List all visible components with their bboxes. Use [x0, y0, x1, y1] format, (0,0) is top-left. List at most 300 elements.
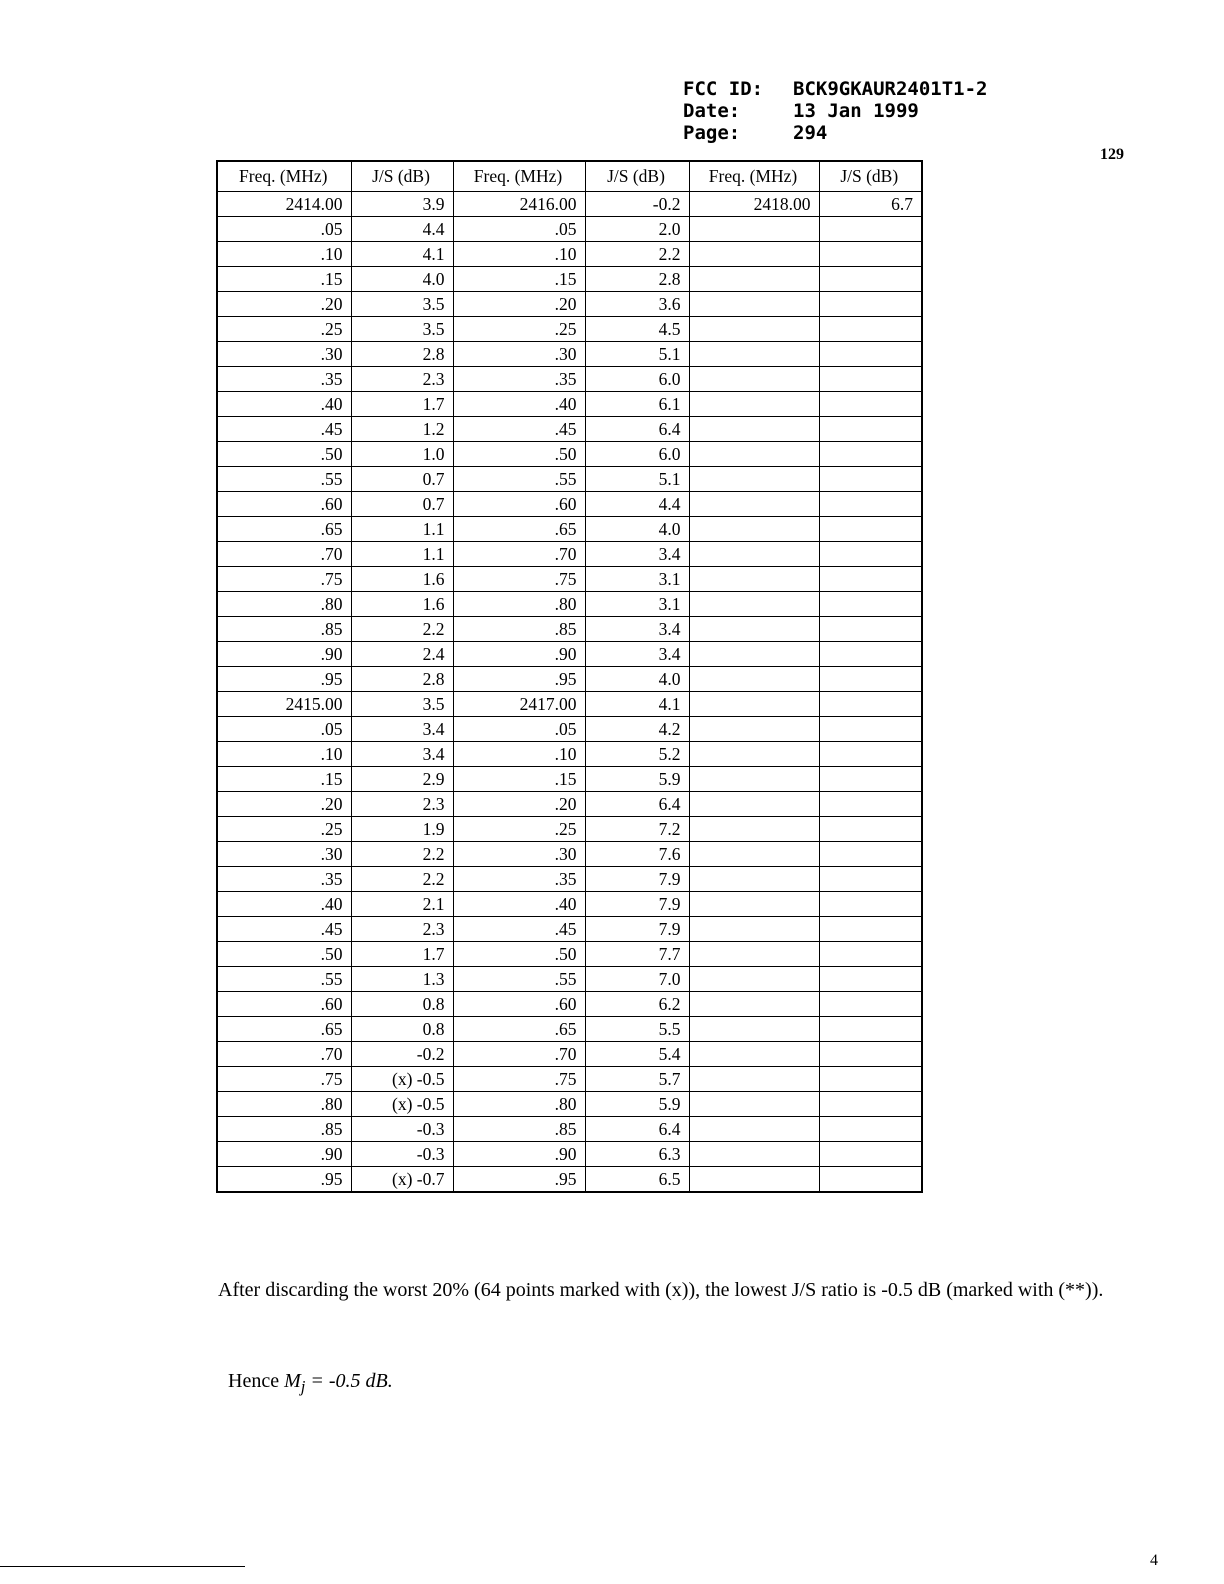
table-row: [217, 1166, 922, 1192]
js-cell: 0.7: [351, 466, 453, 491]
freq-cell: .05: [217, 716, 351, 741]
js-cell: [819, 791, 922, 816]
fcc-id-label: FCC ID:: [683, 78, 764, 100]
freq-cell: .70: [217, 541, 351, 566]
date-label: Date:: [683, 100, 741, 122]
column-header: Freq. (MHz): [217, 161, 351, 191]
js-cell: 2.2: [585, 241, 689, 266]
freq-cell: [689, 216, 819, 241]
table-row: [217, 791, 922, 816]
freq-cell: [689, 791, 819, 816]
footnote-text: After discarding the worst 20% (64 points marked with (x)), the lowest J/S ratio is -0.5 dB (marked with (**)).: [218, 1279, 1104, 1301]
table-row: [217, 291, 922, 316]
freq-cell: [689, 916, 819, 941]
freq-cell: [689, 491, 819, 516]
js-cell: [819, 266, 922, 291]
table-row: [217, 516, 922, 541]
freq-cell: .40: [453, 891, 585, 916]
js-cell: 1.6: [351, 566, 453, 591]
freq-cell: .90: [217, 1141, 351, 1166]
freq-cell: .75: [217, 566, 351, 591]
freq-cell: [689, 1016, 819, 1041]
freq-cell: .40: [453, 391, 585, 416]
js-cell: 7.9: [585, 866, 689, 891]
freq-cell: 2414.00: [217, 191, 351, 216]
freq-cell: 2415.00: [217, 691, 351, 716]
js-cell: 7.9: [585, 916, 689, 941]
page-value: 294: [793, 122, 828, 144]
js-cell: [819, 641, 922, 666]
freq-cell: [689, 941, 819, 966]
freq-cell: 2418.00: [689, 191, 819, 216]
freq-cell: [689, 716, 819, 741]
freq-cell: .10: [217, 741, 351, 766]
js-cell: 6.1: [585, 391, 689, 416]
js-cell: 2.2: [351, 866, 453, 891]
freq-cell: [689, 441, 819, 466]
freq-cell: .60: [453, 991, 585, 1016]
column-header: J/S (dB): [819, 161, 922, 191]
js-cell: 2.3: [351, 916, 453, 941]
freq-cell: .65: [453, 1016, 585, 1041]
table-row: [217, 1141, 922, 1166]
freq-cell: .55: [453, 966, 585, 991]
table-row: [217, 641, 922, 666]
js-cell: 7.7: [585, 941, 689, 966]
freq-cell: .85: [453, 616, 585, 641]
js-cell: 3.4: [585, 641, 689, 666]
table-row: [217, 316, 922, 341]
freq-cell: .25: [453, 816, 585, 841]
js-cell: [819, 491, 922, 516]
freq-cell: .25: [217, 316, 351, 341]
js-cell: 3.5: [351, 691, 453, 716]
js-cell: 1.1: [351, 541, 453, 566]
js-cell: 5.4: [585, 1041, 689, 1066]
freq-cell: .15: [217, 766, 351, 791]
freq-cell: [689, 516, 819, 541]
table-row: [217, 691, 922, 716]
freq-cell: .10: [453, 741, 585, 766]
js-cell: [819, 991, 922, 1016]
js-cell: 5.9: [585, 766, 689, 791]
table-row: [217, 216, 922, 241]
freq-cell: .30: [453, 841, 585, 866]
freq-cell: [689, 741, 819, 766]
page-mark: 4: [1150, 1552, 1158, 1569]
fcc-id-row: [683, 78, 987, 100]
freq-cell: [689, 891, 819, 916]
js-cell: [819, 541, 922, 566]
js-cell: [819, 1066, 922, 1091]
js-cell: 1.9: [351, 816, 453, 841]
freq-cell: [689, 416, 819, 441]
column-header: J/S (dB): [585, 161, 689, 191]
js-cell: 5.5: [585, 1016, 689, 1041]
table-row: [217, 566, 922, 591]
freq-cell: [689, 1116, 819, 1141]
freq-cell: [689, 766, 819, 791]
page-label: Page:: [683, 122, 741, 144]
js-cell: 6.7: [819, 191, 922, 216]
freq-cell: [689, 966, 819, 991]
freq-cell: [689, 1091, 819, 1116]
js-cell: 2.9: [351, 766, 453, 791]
freq-cell: .85: [217, 1116, 351, 1141]
freq-cell: .15: [217, 266, 351, 291]
js-cell: (x) -0.5: [351, 1066, 453, 1091]
table-row: [217, 1116, 922, 1141]
js-cell: 6.0: [585, 366, 689, 391]
freq-cell: [689, 1141, 819, 1166]
js-cell: [819, 416, 922, 441]
freq-cell: .55: [453, 466, 585, 491]
js-cell: [819, 1016, 922, 1041]
date-row: [683, 100, 987, 122]
freq-cell: .55: [217, 966, 351, 991]
freq-cell: .30: [217, 341, 351, 366]
freq-cell: .70: [217, 1041, 351, 1066]
js-cell: 7.0: [585, 966, 689, 991]
freq-cell: .90: [453, 1141, 585, 1166]
freq-cell: [689, 366, 819, 391]
freq-cell: .95: [217, 666, 351, 691]
table-row: [217, 866, 922, 891]
js-cell: 3.6: [585, 291, 689, 316]
page-row: [683, 122, 987, 144]
freq-cell: [689, 591, 819, 616]
freq-cell: .10: [217, 241, 351, 266]
freq-cell: .20: [453, 291, 585, 316]
freq-cell: .40: [217, 891, 351, 916]
js-cell: 2.8: [585, 266, 689, 291]
freq-cell: .80: [453, 591, 585, 616]
js-cell: 2.0: [585, 216, 689, 241]
freq-cell: .75: [217, 1066, 351, 1091]
column-header: Freq. (MHz): [689, 161, 819, 191]
freq-cell: [689, 691, 819, 716]
table-row: [217, 491, 922, 516]
freq-cell: .55: [217, 466, 351, 491]
js-cell: [819, 591, 922, 616]
js-cell: [819, 966, 922, 991]
js-cell: 0.8: [351, 1016, 453, 1041]
freq-cell: .95: [453, 1166, 585, 1192]
freq-cell: .05: [453, 716, 585, 741]
js-cell: 2.3: [351, 791, 453, 816]
js-cell: (x) -0.7: [351, 1166, 453, 1192]
hence-symbol: M: [284, 1370, 301, 1392]
js-cell: -0.3: [351, 1141, 453, 1166]
js-cell: -0.2: [585, 191, 689, 216]
freq-cell: .20: [217, 791, 351, 816]
freq-cell: .15: [453, 766, 585, 791]
js-cell: 4.0: [585, 516, 689, 541]
js-cell: 4.0: [585, 666, 689, 691]
freq-cell: .70: [453, 1041, 585, 1066]
js-cell: 6.0: [585, 441, 689, 466]
table-row: [217, 741, 922, 766]
js-cell: 1.0: [351, 441, 453, 466]
freq-cell: .05: [217, 216, 351, 241]
freq-cell: [689, 266, 819, 291]
js-cell: 1.6: [351, 591, 453, 616]
js-cell: 0.7: [351, 491, 453, 516]
table-row: [217, 266, 922, 291]
js-cell: [819, 516, 922, 541]
freq-cell: .45: [453, 916, 585, 941]
freq-cell: [689, 841, 819, 866]
freq-cell: .45: [217, 416, 351, 441]
js-cell: 7.2: [585, 816, 689, 841]
js-cell: 7.6: [585, 841, 689, 866]
table-row: [217, 841, 922, 866]
freq-cell: [689, 641, 819, 666]
freq-cell: .45: [453, 416, 585, 441]
table-row: [217, 591, 922, 616]
js-cell: [819, 916, 922, 941]
freq-cell: [689, 1041, 819, 1066]
js-cell: 6.2: [585, 991, 689, 1016]
js-cell: 3.5: [351, 291, 453, 316]
freq-cell: .25: [217, 816, 351, 841]
js-cell: 7.9: [585, 891, 689, 916]
table-row: [217, 341, 922, 366]
js-cell: [819, 816, 922, 841]
js-cell: [819, 1141, 922, 1166]
freq-cell: .15: [453, 266, 585, 291]
table-row: [217, 191, 922, 216]
freq-cell: .20: [453, 791, 585, 816]
js-cell: [819, 766, 922, 791]
js-cell: 3.5: [351, 316, 453, 341]
js-cell: 1.2: [351, 416, 453, 441]
js-cell: [819, 941, 922, 966]
table-row: [217, 1041, 922, 1066]
freq-cell: [689, 866, 819, 891]
column-header: J/S (dB): [351, 161, 453, 191]
table-row: [217, 1016, 922, 1041]
freq-cell: [689, 391, 819, 416]
js-cell: 4.1: [351, 241, 453, 266]
js-cell: [819, 566, 922, 591]
js-cell: [819, 716, 922, 741]
js-cell: [819, 1091, 922, 1116]
corner-note: 129: [1100, 146, 1124, 163]
js-cell: 2.1: [351, 891, 453, 916]
freq-cell: 2417.00: [453, 691, 585, 716]
freq-cell: [689, 241, 819, 266]
freq-cell: .95: [453, 666, 585, 691]
freq-cell: .60: [217, 991, 351, 1016]
hence-line: [228, 1370, 393, 1397]
freq-cell: .80: [453, 1091, 585, 1116]
js-cell: 3.1: [585, 566, 689, 591]
table-body: [217, 191, 922, 1192]
table-row: [217, 391, 922, 416]
js-cell: 2.2: [351, 841, 453, 866]
freq-cell: .85: [453, 1116, 585, 1141]
freq-cell: [689, 616, 819, 641]
js-cell: 1.7: [351, 941, 453, 966]
freq-cell: .70: [453, 541, 585, 566]
freq-cell: [689, 1066, 819, 1091]
js-cell: 2.8: [351, 341, 453, 366]
js-cell: 6.4: [585, 416, 689, 441]
js-cell: [819, 1166, 922, 1192]
table-row: [217, 541, 922, 566]
freq-cell: .35: [453, 866, 585, 891]
js-cell: [819, 466, 922, 491]
js-cell: [819, 1116, 922, 1141]
freq-cell: .50: [217, 441, 351, 466]
freq-cell: .20: [217, 291, 351, 316]
table-row: [217, 366, 922, 391]
freq-cell: .65: [217, 516, 351, 541]
table-row: [217, 616, 922, 641]
freq-cell: .50: [217, 941, 351, 966]
js-cell: 3.4: [585, 616, 689, 641]
freq-cell: .30: [217, 841, 351, 866]
freq-cell: .65: [453, 516, 585, 541]
js-cell: -0.2: [351, 1041, 453, 1066]
freq-cell: [689, 816, 819, 841]
document-header: [683, 78, 987, 144]
js-cell: -0.3: [351, 1116, 453, 1141]
js-cell: [819, 666, 922, 691]
js-cell: [819, 691, 922, 716]
js-cell: [819, 216, 922, 241]
table-row: [217, 991, 922, 1016]
js-cell: 5.2: [585, 741, 689, 766]
freq-cell: .90: [217, 641, 351, 666]
freq-cell: .75: [453, 566, 585, 591]
freq-cell: [689, 466, 819, 491]
freq-cell: [689, 541, 819, 566]
js-cell: 5.7: [585, 1066, 689, 1091]
js-cell: (x) -0.5: [351, 1091, 453, 1116]
table-row: [217, 666, 922, 691]
js-cell: 1.1: [351, 516, 453, 541]
freq-cell: [689, 991, 819, 1016]
column-header: Freq. (MHz): [453, 161, 585, 191]
js-cell: [819, 316, 922, 341]
freq-cell: .80: [217, 1091, 351, 1116]
freq-cell: .25: [453, 316, 585, 341]
freq-cell: 2416.00: [453, 191, 585, 216]
js-cell: 0.8: [351, 991, 453, 1016]
table-row: [217, 816, 922, 841]
js-cell: 4.1: [585, 691, 689, 716]
table-row: [217, 966, 922, 991]
freq-cell: [689, 666, 819, 691]
js-cell: 3.4: [351, 716, 453, 741]
js-cell: 4.4: [351, 216, 453, 241]
hence-suffix: = -0.5 dB.: [305, 1370, 393, 1392]
freq-cell: .35: [217, 366, 351, 391]
table-row: [217, 416, 922, 441]
freq-cell: .35: [217, 866, 351, 891]
freq-cell: .35: [453, 366, 585, 391]
freq-cell: .60: [217, 491, 351, 516]
js-cell: [819, 841, 922, 866]
table-header-row: [217, 161, 922, 191]
table-row: [217, 716, 922, 741]
js-cell: [819, 341, 922, 366]
fcc-id-value: BCK9GKAUR2401T1-2: [793, 78, 988, 100]
js-cell: 1.7: [351, 391, 453, 416]
js-cell: [819, 241, 922, 266]
js-cell: 2.2: [351, 616, 453, 641]
freq-cell: .65: [217, 1016, 351, 1041]
js-cell: 3.9: [351, 191, 453, 216]
table-row: [217, 1091, 922, 1116]
js-cell: [819, 366, 922, 391]
freq-cell: .85: [217, 616, 351, 641]
js-cell: 3.4: [351, 741, 453, 766]
js-cell: 6.3: [585, 1141, 689, 1166]
hence-subscript: j: [300, 1377, 306, 1396]
freq-cell: [689, 1166, 819, 1192]
freq-cell: .90: [453, 641, 585, 666]
js-cell: 4.2: [585, 716, 689, 741]
hence-prefix: Hence: [228, 1370, 285, 1392]
js-cell: [819, 616, 922, 641]
js-cell: 4.0: [351, 266, 453, 291]
freq-cell: .05: [453, 216, 585, 241]
js-cell: [819, 441, 922, 466]
js-cell: 6.4: [585, 791, 689, 816]
js-ratio-table: [216, 160, 923, 1193]
js-cell: 5.9: [585, 1091, 689, 1116]
js-cell: 6.5: [585, 1166, 689, 1192]
freq-cell: .10: [453, 241, 585, 266]
freq-cell: [689, 341, 819, 366]
js-cell: [819, 866, 922, 891]
date-value: 13 Jan 1999: [793, 100, 919, 122]
js-cell: 3.1: [585, 591, 689, 616]
table-row: [217, 941, 922, 966]
js-cell: 2.4: [351, 641, 453, 666]
freq-cell: [689, 291, 819, 316]
js-cell: 2.8: [351, 666, 453, 691]
freq-cell: .40: [217, 391, 351, 416]
js-cell: [819, 291, 922, 316]
js-cell: [819, 891, 922, 916]
freq-cell: .45: [217, 916, 351, 941]
table-row: [217, 766, 922, 791]
js-cell: 5.1: [585, 466, 689, 491]
table-row: [217, 891, 922, 916]
freq-cell: .75: [453, 1066, 585, 1091]
freq-cell: .50: [453, 441, 585, 466]
js-cell: [819, 391, 922, 416]
freq-cell: .60: [453, 491, 585, 516]
js-cell: 6.4: [585, 1116, 689, 1141]
freq-cell: .95: [217, 1166, 351, 1192]
js-cell: 5.1: [585, 341, 689, 366]
js-cell: [819, 741, 922, 766]
table-row: [217, 466, 922, 491]
table-row: [217, 916, 922, 941]
freq-cell: [689, 566, 819, 591]
freq-cell: .80: [217, 591, 351, 616]
freq-cell: .50: [453, 941, 585, 966]
js-cell: 3.4: [585, 541, 689, 566]
table-row: [217, 241, 922, 266]
freq-cell: .30: [453, 341, 585, 366]
js-cell: 1.3: [351, 966, 453, 991]
